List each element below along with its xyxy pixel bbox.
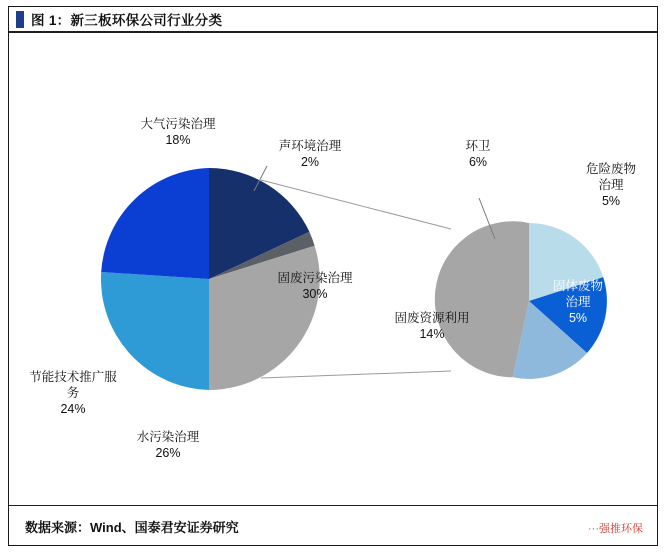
source-note: 数据来源：Wind、国泰君安证券研究 <box>25 520 239 535</box>
label-weixian: 危险废物 治理 5% <box>585 162 636 208</box>
figure-footer <box>9 505 657 545</box>
page-title: 新三板环保公司行业分类 <box>70 13 223 28</box>
slice-ziyuan[interactable] <box>435 221 529 377</box>
pie-chart-svg <box>9 33 657 505</box>
label-ziyuan: 固废资源利用 14% <box>394 311 470 341</box>
label-guti: 固体废物 治理 5% <box>552 279 603 325</box>
label-daqi: 大气污染治理 18% <box>140 117 216 147</box>
chart-area <box>9 33 657 505</box>
label-jieneng: 节能技术推广服 务 24% <box>29 370 117 416</box>
label-gufei: 固废污染治理 30% <box>277 271 353 301</box>
watermark-label: ···强推环保 <box>588 523 643 535</box>
figure-number: 图 1： <box>31 13 71 28</box>
figure-title-bar <box>9 7 657 33</box>
label-huanwei: 环卫 6% <box>465 139 491 169</box>
title-accent-bar <box>16 11 24 28</box>
label-sheng: 声环境治理 2% <box>278 139 342 169</box>
label-shui: 水污染治理 26% <box>136 430 200 460</box>
slice-jieneng[interactable] <box>101 168 209 279</box>
